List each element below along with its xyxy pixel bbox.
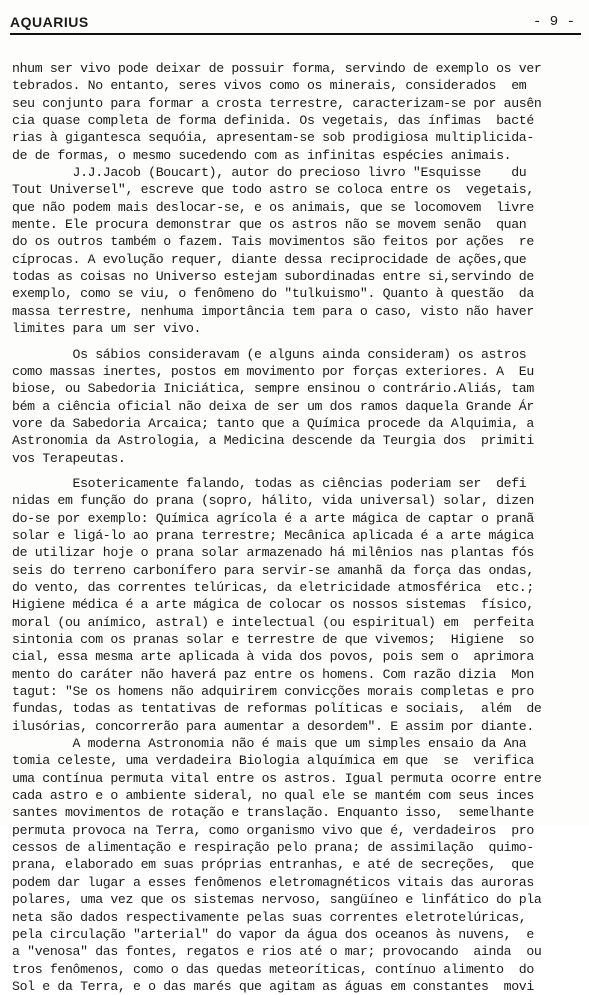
- text-line: polares, uma vez que os sistemas nervoso, sangüíneo e linfático do pla: [12, 892, 542, 908]
- text-line: pela circulação "arterial" do vapor da água dos oceanos às nuvens, e: [12, 926, 534, 942]
- text-line: prana, elaborado em suas próprias entranhas, e até de secreções, que: [12, 857, 534, 873]
- page-number: - 9 -: [532, 14, 575, 30]
- text-line: do vento, das correntes telúricas, da eletricidade atmosférica etc.;: [12, 579, 534, 595]
- publication-title: AQUARIUS: [10, 14, 89, 30]
- text-line: cada astro e o ambiente sideral, no qual ele se mantém com seus inces: [12, 788, 534, 804]
- text-line: de de formas, o mesmo sucedendo com as infinitas espécies animais.: [12, 147, 512, 163]
- text-line: tros fenômenos, como o das quedas meteoríticas, contínuo alimento do: [12, 961, 534, 977]
- text-line: solar e ligá-lo ao prana terrestre; Mecânica aplicada é a arte mágica: [12, 527, 534, 543]
- text-line: nhum ser vivo pode deixar de possuir forma, servindo de exemplo os ver: [12, 61, 542, 76]
- text-line: seis do terreno carbonífero para servir-se amanhã da força das ondas,: [12, 562, 534, 578]
- text-line: a "venosa" das fontes, regatos e rios até o mar; provocando ainda ou: [12, 944, 542, 960]
- text-line: cíprocas. A evolução requer, diante dessa reciprocidade de ações,que: [12, 251, 527, 267]
- text-line: como massas inertes, postos em movimento por forças exteriores. A Eu: [12, 363, 534, 379]
- text-line: Esotericamente falando, todas as ciências poderiam ser defi: [12, 475, 527, 491]
- header-rule: [10, 33, 581, 35]
- text-line: Os sábios consideravam (e alguns ainda consideram) os astros: [12, 346, 527, 362]
- text-line: permuta provoca na Terra, como organismo vivo que é, verdadeiros pro: [12, 822, 534, 838]
- text-line: vore da Sabedoria Arcaica; tanto que a Química procede da Alquimia, a: [12, 415, 534, 431]
- text-line: biose, ou Sabedoria Iniciática, sempre ensinou o contrário.Aliás, tam: [12, 381, 534, 397]
- text-line: de utilizar hoje o prana solar armazenado há milênios nas plantas fós: [12, 545, 534, 561]
- paragraph-gap: [12, 467, 581, 475]
- text-line: exemplo, como se viu, o fenômeno do "tulkuismo". Quanto à questão da: [12, 286, 534, 302]
- paragraph-gap: [12, 338, 581, 346]
- text-line: mente. Ele procura demonstrar que os astros não se movem senão quan: [12, 217, 527, 233]
- text-line: Astronomia da Astrologia, a Medicina descende da Teurgia dos primiti: [12, 433, 534, 449]
- text-line: cessos de alimentação e respiração pelo prana; de assimilação quimo-: [12, 840, 534, 856]
- text-line: do-se por exemplo: Química agrícola é a arte mágica de captar o pranã: [12, 510, 534, 526]
- text-line: tagut: "Se os homens não adquirirem convicções morais completas e pro: [12, 684, 534, 700]
- text-line: seu conjunto para formar a crosta terrestre, caracterizam-se por ausên: [12, 95, 542, 111]
- text-line: cial, essa mesma arte aplicada à vida dos povos, pois sem o aprimora: [12, 649, 534, 665]
- text-line: tomia celeste, uma verdadeira Biologia alquímica em que se verifica: [12, 753, 534, 769]
- text-line: cia quase completa de forma definida. Os vegetais, das ínfimas bacté: [12, 113, 534, 129]
- text-line: rias à gigantesca sequóia, apresentam-se sob prodigiosa multiplicida-: [12, 130, 534, 146]
- text-line: J.J.Jacob (Boucart), autor do precioso livro "Esquisse du: [12, 165, 527, 181]
- text-line: Tout Universel", escreve que todo astro se coloca entre os vegetais,: [12, 182, 534, 198]
- text-line: que não podem mais deslocar-se, e os animais, que se locomovem livre: [12, 199, 534, 215]
- text-line: tebrados. No entanto, seres vivos como os minerais, considerados em: [12, 78, 527, 94]
- text-line: moral (ou anímico, astral) e intelectual (ou espiritual) em perfeita: [12, 614, 534, 630]
- text-line: Higiene médica é a arte mágica de colocar os nossos sistemas físico,: [12, 597, 534, 613]
- text-line: todas as coisas no Universo estejam subordinadas entre si,servindo de: [12, 269, 534, 285]
- text-line: nidas em função do prana (sopro, hálito, vida universal) solar, dizen: [12, 493, 534, 509]
- text-line: vos Terapeutas.: [12, 450, 126, 466]
- text-line: neta são dados respectivamente pelas suas correntes eletrotelúricas,: [12, 909, 527, 925]
- text-line: do os outros também o fazem. Tais movimentos são feitos por ações re: [12, 234, 534, 250]
- text-line: santes movimentos de rotação e translação. Enquanto isso, semelhante: [12, 805, 534, 821]
- text-line: ilusórias, concorrerão para aumentar a desordem". E assim por diante.: [12, 718, 534, 734]
- body-text: [12, 60, 581, 994]
- text-line: massa terrestre, nenhuma importância tem para o caso, visto não haver: [12, 303, 534, 319]
- text-line: A moderna Astronomia não é mais que um simples ensaio da Ana: [12, 736, 527, 752]
- text-line: bém a ciência oficial não deixa de ser um dos ramos daquela Grande Ár: [12, 398, 534, 414]
- text-line: uma contínua permuta vital entre os astros. Igual permuta ocorre entre: [12, 770, 542, 786]
- text-line: mento do caráter não haverá paz entre os homens. Com razão dizia Mon: [12, 666, 534, 682]
- text-line: sintonia com os pranas solar e terrestre de que vivemos; Higiene so: [12, 632, 534, 647]
- text-line: limites para um ser vivo.: [12, 321, 202, 337]
- text-line: podem dar lugar a esses fenômenos eletromagnéticos vitais das auroras: [12, 874, 534, 890]
- text-line: Sol e da Terra, e o das marés que agitam as águas em constantes movi: [12, 978, 534, 994]
- text-line: fundas, todas as tentativas de reformas políticas e sociais, além de: [12, 701, 542, 717]
